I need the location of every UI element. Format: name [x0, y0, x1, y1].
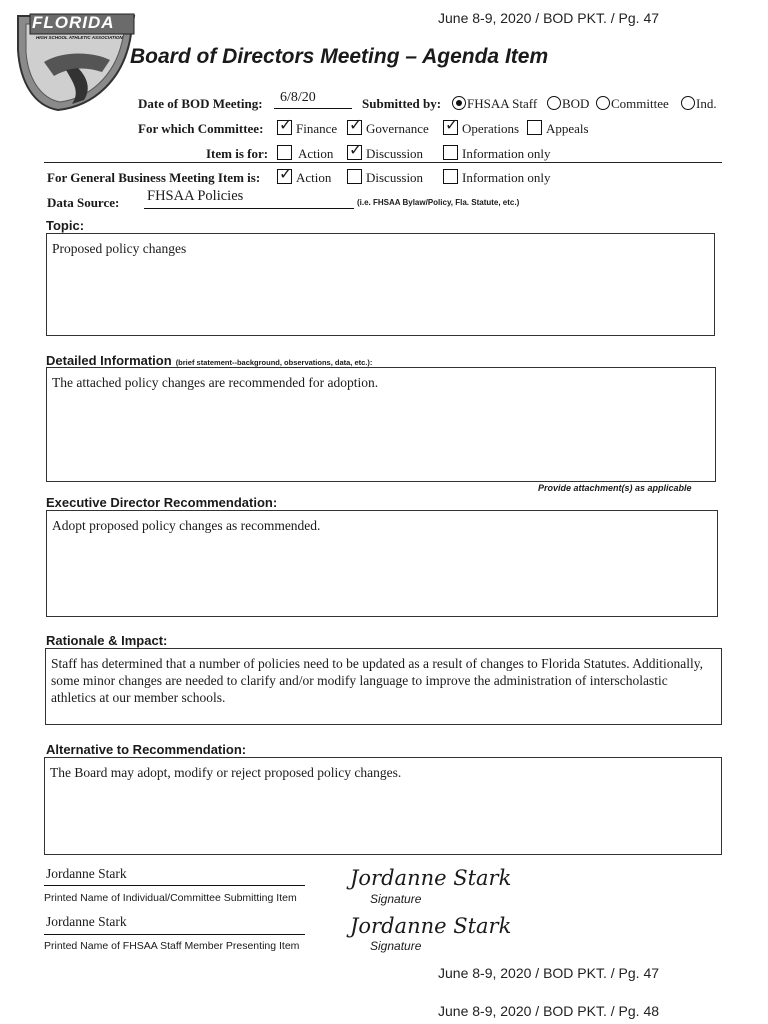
item-discussion-label: Discussion [366, 146, 424, 161]
alt-title: Alternative to Recommendation: [46, 742, 247, 757]
committee-label: For which Committee: [138, 121, 264, 136]
item-for-label: Item is for: [206, 146, 269, 161]
submitter-name[interactable]: Jordanne Stark [46, 866, 127, 881]
radio-fhsaa-staff[interactable] [452, 96, 466, 110]
page-stamp-top: June 8-9, 2020 / BOD PKT. / Pg. 47 [438, 10, 660, 26]
committee-finance-label: Finance [296, 121, 338, 136]
checkbox-item-action[interactable] [277, 145, 292, 160]
alt-field[interactable] [44, 757, 722, 855]
exec-text: Adopt proposed policy changes as recommended. [52, 518, 321, 533]
attachment-note: Provide attachment(s) as applicable [538, 483, 692, 493]
radio-label-bod: BOD [562, 96, 590, 111]
submitter-signature: Jordanne Stark [350, 866, 512, 890]
detailed-title: Detailed Information [46, 353, 172, 368]
page-stamp-bottom-b: June 8-9, 2020 / BOD PKT. / Pg. 48 [438, 1003, 660, 1019]
radio-label-fhsaa-staff: FHSAA Staff [467, 96, 538, 111]
topic-text: Proposed policy changes [52, 241, 187, 256]
presenter-label: Printed Name of FHSAA Staff Member Presenting Item [44, 940, 300, 952]
check-icon: ✓ [349, 115, 363, 134]
checkbox-governance[interactable] [347, 115, 363, 135]
data-source-label: Data Source: [47, 195, 120, 210]
checkbox-general-info[interactable] [443, 169, 458, 184]
detailed-text: The attached policy changes are recommended for adoption. [52, 375, 379, 390]
check-icon: ✓ [349, 140, 363, 159]
check-icon: ✓ [279, 164, 293, 183]
radio-committee[interactable] [596, 96, 610, 110]
signature-label-2: Signature [370, 939, 422, 953]
topic-field[interactable] [46, 233, 715, 336]
submitter-label: Printed Name of Individual/Committee Submitting Item [44, 892, 297, 904]
exec-field[interactable] [46, 510, 718, 617]
data-source-underline [144, 208, 354, 209]
checkbox-appeals[interactable] [527, 120, 542, 135]
alt-text: The Board may adopt, modify or reject proposed policy changes. [50, 765, 402, 780]
data-source-value[interactable]: FHSAA Policies [147, 188, 244, 204]
checkbox-general-discussion[interactable] [347, 169, 362, 184]
submitted-label: Submitted by: [362, 96, 442, 111]
checkbox-item-info[interactable] [443, 145, 458, 160]
radio-bod[interactable] [547, 96, 561, 110]
checkbox-item-discussion[interactable] [347, 140, 363, 160]
presenter-name[interactable]: Jordanne Stark [46, 914, 127, 929]
fhsaa-logo [14, 10, 138, 114]
date-label: Date of BOD Meeting: [138, 96, 263, 111]
detailed-subtitle: (brief statement--background, observations, data, etc.): [175, 358, 373, 367]
divider [44, 162, 722, 163]
rationale-text: Staff has determined that a number of policies need to be updated as a result of changes to Florida Statutes. Additionally, some minor changes are needed to clarify and/or modify language to improve the administration of interscholastic athletics at our member schools. [51, 656, 703, 705]
radio-label-committee: Committee [611, 96, 669, 111]
general-info-label: Information only [462, 170, 551, 185]
submitter-underline [44, 885, 305, 886]
presenter-underline [44, 934, 305, 935]
page-title: Board of Directors Meeting – Agenda Item [130, 45, 549, 68]
general-action-label: Action [296, 170, 332, 185]
committee-operations-label: Operations [462, 121, 520, 136]
logo-sub-text: HIGH SCHOOL ATHLETIC ASSOCIATION [36, 35, 123, 40]
radio-label-ind: Ind. [696, 96, 717, 111]
radio-ind[interactable] [681, 96, 695, 110]
topic-title: Topic: [46, 218, 85, 233]
checkbox-operations[interactable] [443, 115, 459, 135]
check-icon: ✓ [279, 115, 293, 134]
exec-title: Executive Director Recommendation: [46, 495, 278, 510]
page-stamp-bottom-a: June 8-9, 2020 / BOD PKT. / Pg. 47 [438, 965, 660, 981]
checkbox-finance[interactable] [277, 115, 293, 135]
rationale-field[interactable] [45, 648, 722, 725]
date-value[interactable]: 6/8/20 [280, 90, 316, 105]
item-action-label: Action [298, 146, 334, 161]
committee-governance-label: Governance [366, 121, 429, 136]
detailed-field[interactable] [46, 367, 716, 482]
date-underline [274, 108, 352, 109]
data-source-hint: (i.e. FHSAA Bylaw/Policy, Fla. Statute, etc.) [357, 198, 520, 207]
general-label: For General Business Meeting Item is: [47, 170, 261, 185]
logo-main-text: FLORIDA [32, 13, 115, 32]
checkbox-general-action[interactable] [277, 164, 293, 184]
item-info-label: Information only [462, 146, 551, 161]
general-discussion-label: Discussion [366, 170, 424, 185]
presenter-signature: Jordanne Stark [350, 914, 512, 938]
signature-label-1: Signature [370, 892, 422, 906]
committee-appeals-label: Appeals [546, 121, 589, 136]
rationale-title: Rationale & Impact: [46, 633, 168, 648]
check-icon: ✓ [445, 115, 459, 134]
